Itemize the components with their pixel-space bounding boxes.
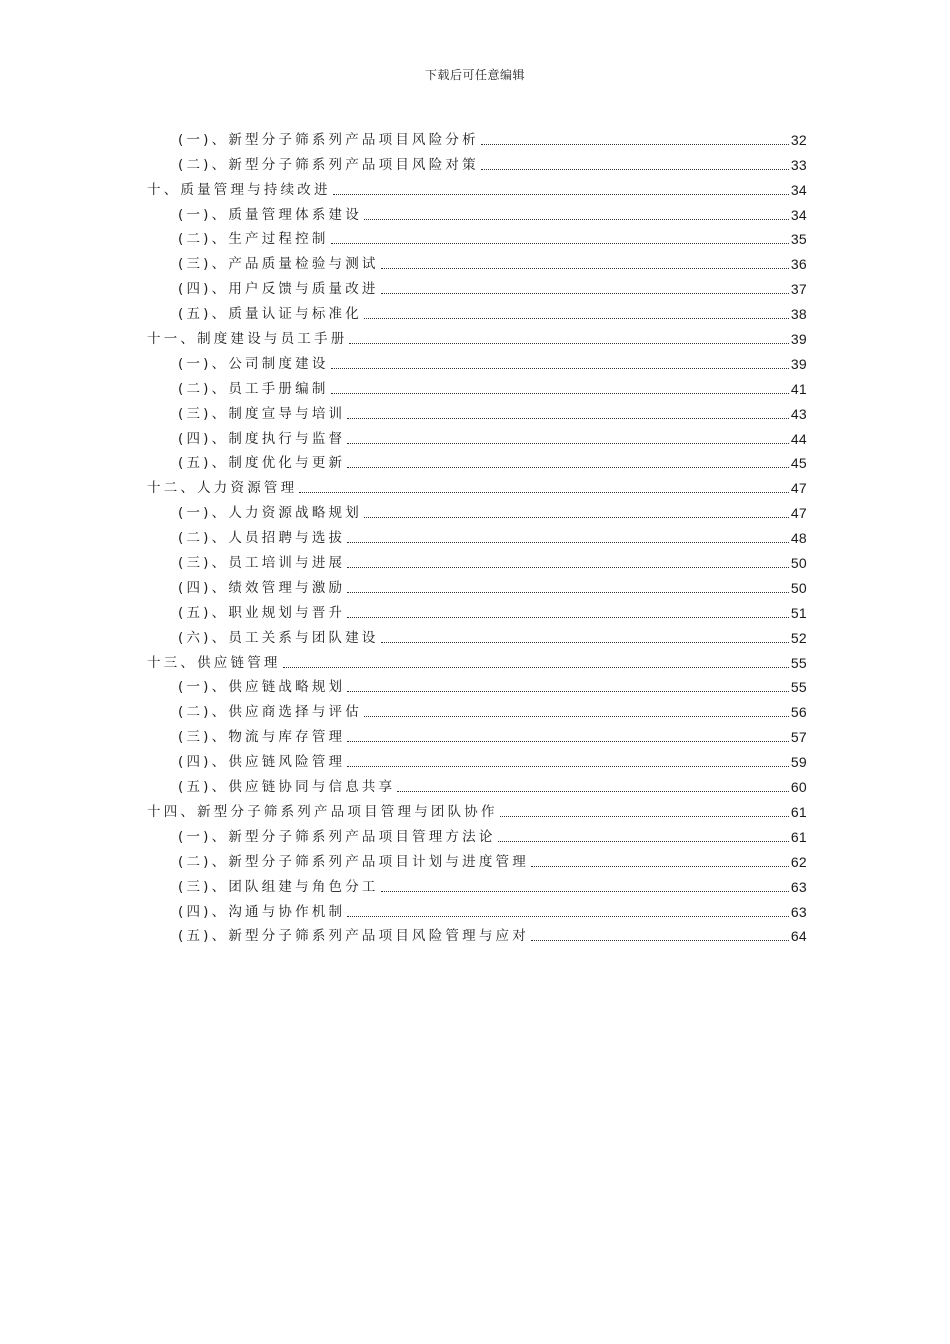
toc-entry-label: (三)、团队组建与角色分工 (178, 878, 379, 895)
toc-entry-page-number: 63 (790, 903, 807, 920)
toc-entry[interactable] (147, 672, 807, 697)
toc-leader-dots (347, 592, 789, 593)
toc-entry[interactable] (147, 273, 807, 298)
toc-entry[interactable] (147, 871, 807, 896)
toc-entry-label: (四)、供应链风险管理 (178, 754, 346, 771)
toc-entry-page-number: 47 (790, 480, 807, 497)
toc-entry-page-number: 34 (790, 206, 807, 223)
toc-leader-dots (364, 219, 789, 220)
toc-entry-label: (五)、制度优化与更新 (178, 455, 346, 472)
toc-leader-dots (381, 891, 789, 892)
toc-leader-dots (381, 293, 789, 294)
toc-entry-label: (四)、制度执行与监督 (178, 430, 346, 447)
toc-entry[interactable] (147, 846, 807, 871)
toc-entry-label: 十一、制度建设与员工手册 (147, 331, 348, 348)
toc-entry-label: (六)、员工关系与团队建设 (178, 629, 379, 646)
toc-entry[interactable] (147, 896, 807, 921)
toc-entry-label: (二)、员工手册编制 (178, 380, 329, 397)
toc-entry-page-number: 59 (790, 754, 807, 771)
toc-leader-dots (299, 492, 789, 493)
toc-leader-dots (397, 791, 788, 792)
toc-entry-page-number: 35 (790, 231, 807, 248)
toc-entry-label: (五)、新型分子筛系列产品项目风险管理与应对 (178, 928, 529, 945)
toc-entry[interactable] (147, 497, 807, 522)
toc-entry-page-number: 43 (790, 405, 807, 422)
toc-leader-dots (381, 642, 789, 643)
toc-entry-page-number: 37 (790, 281, 807, 298)
toc-entry[interactable] (147, 423, 807, 448)
toc-entry[interactable] (147, 298, 807, 323)
toc-entry-label: (二)、供应商选择与评估 (178, 704, 362, 721)
toc-entry-page-number: 39 (790, 355, 807, 372)
toc-leader-dots (347, 418, 789, 419)
toc-entry-label: (二)、生产过程控制 (178, 231, 329, 248)
toc-entry[interactable] (147, 746, 807, 771)
toc-entry-page-number: 64 (790, 928, 807, 945)
toc-leader-dots (347, 617, 789, 618)
toc-leader-dots (364, 318, 789, 319)
toc-entry-label: (一)、供应链战略规划 (178, 679, 346, 696)
toc-entry-label: (五)、质量认证与标准化 (178, 306, 362, 323)
toc-entry-label: (五)、职业规划与晋升 (178, 604, 346, 621)
toc-leader-dots (481, 144, 789, 145)
toc-entry-label: (一)、人力资源战略规划 (178, 505, 362, 522)
toc-entry-page-number: 55 (790, 654, 807, 671)
toc-entry[interactable] (147, 721, 807, 746)
toc-leader-dots (364, 716, 789, 717)
toc-entry-page-number: 63 (790, 878, 807, 895)
toc-entry-label: (一)、公司制度建设 (178, 355, 329, 372)
toc-leader-dots (531, 940, 789, 941)
toc-entry-page-number: 38 (790, 306, 807, 323)
toc-leader-dots (333, 194, 789, 195)
toc-entry-page-number: 48 (790, 530, 807, 547)
toc-leader-dots (283, 667, 789, 668)
toc-leader-dots (347, 467, 789, 468)
toc-entry[interactable] (147, 448, 807, 473)
toc-entry-label: (二)、新型分子筛系列产品项目计划与进度管理 (178, 853, 529, 870)
toc-entry[interactable] (147, 696, 807, 721)
toc-leader-dots (347, 766, 789, 767)
toc-entry-label: (三)、制度宣导与培训 (178, 405, 346, 422)
toc-entry[interactable] (147, 323, 807, 348)
toc-entry[interactable] (147, 149, 807, 174)
toc-entry-page-number: 41 (790, 380, 807, 397)
toc-entry-label: (四)、绩效管理与激励 (178, 579, 346, 596)
toc-leader-dots (331, 393, 789, 394)
toc-entry[interactable] (147, 647, 807, 672)
toc-entry-page-number: 44 (790, 430, 807, 447)
toc-leader-dots (531, 866, 789, 867)
toc-entry-page-number: 60 (790, 779, 807, 796)
toc-entry[interactable] (147, 224, 807, 249)
toc-entry-label: (二)、新型分子筛系列产品项目风险对策 (178, 156, 479, 173)
toc-leader-dots (349, 343, 788, 344)
toc-entry-label: (三)、产品质量检验与测试 (178, 256, 379, 273)
toc-entry-label: (二)、人员招聘与选拔 (178, 530, 346, 547)
toc-entry[interactable] (147, 572, 807, 597)
toc-entry-label: (四)、用户反馈与质量改进 (178, 281, 379, 298)
toc-entry-label: (一)、新型分子筛系列产品项目风险分析 (178, 131, 479, 148)
toc-entry-label: (四)、沟通与协作机制 (178, 903, 346, 920)
toc-entry[interactable] (147, 248, 807, 273)
toc-entry[interactable] (147, 373, 807, 398)
toc-leader-dots (500, 816, 789, 817)
toc-entry-label: (一)、质量管理体系建设 (178, 206, 362, 223)
toc-entry[interactable] (147, 597, 807, 622)
toc-entry-label: (三)、员工培训与进展 (178, 555, 346, 572)
toc-entry-page-number: 52 (790, 629, 807, 646)
toc-leader-dots (331, 368, 789, 369)
toc-entry-page-number: 55 (790, 679, 807, 696)
toc-entry-page-number: 34 (790, 181, 807, 198)
table-of-contents (147, 124, 807, 945)
toc-entry-page-number: 32 (790, 131, 807, 148)
toc-entry-page-number: 39 (790, 331, 807, 348)
toc-entry[interactable] (147, 771, 807, 796)
toc-entry-label: (三)、物流与库存管理 (178, 729, 346, 746)
toc-leader-dots (347, 916, 789, 917)
toc-entry[interactable] (147, 398, 807, 423)
toc-entry-page-number: 61 (790, 803, 807, 820)
toc-entry-page-number: 50 (790, 555, 807, 572)
toc-entry-page-number: 50 (790, 579, 807, 596)
toc-entry-label: 十二、人力资源管理 (147, 480, 298, 497)
toc-entry-page-number: 47 (790, 505, 807, 522)
toc-entry[interactable] (147, 472, 807, 497)
toc-leader-dots (347, 443, 789, 444)
toc-leader-dots (498, 841, 789, 842)
toc-leader-dots (381, 268, 789, 269)
toc-entry-page-number: 56 (790, 704, 807, 721)
toc-entry-label: (五)、供应链协同与信息共享 (178, 779, 396, 796)
toc-leader-dots (347, 567, 789, 568)
toc-entry[interactable] (147, 821, 807, 846)
toc-entry-page-number: 51 (790, 604, 807, 621)
toc-leader-dots (364, 517, 789, 518)
toc-leader-dots (347, 741, 789, 742)
toc-leader-dots (331, 243, 789, 244)
toc-entry-label: 十四、新型分子筛系列产品项目管理与团队协作 (147, 803, 498, 820)
toc-entry[interactable] (147, 547, 807, 572)
toc-entry-page-number: 36 (790, 256, 807, 273)
toc-entry-page-number: 61 (790, 828, 807, 845)
toc-entry[interactable] (147, 174, 807, 199)
toc-entry[interactable] (147, 124, 807, 149)
toc-entry[interactable] (147, 622, 807, 647)
toc-leader-dots (347, 691, 789, 692)
toc-entry[interactable] (147, 348, 807, 373)
toc-entry-label: 十、质量管理与持续改进 (147, 181, 331, 198)
toc-leader-dots (481, 169, 789, 170)
toc-entry[interactable] (147, 522, 807, 547)
toc-entry-page-number: 33 (790, 156, 807, 173)
toc-entry[interactable] (147, 921, 807, 946)
toc-entry[interactable] (147, 796, 807, 821)
toc-entry-label: (一)、新型分子筛系列产品项目管理方法论 (178, 828, 496, 845)
toc-entry[interactable] (147, 199, 807, 224)
toc-entry-page-number: 57 (790, 729, 807, 746)
toc-entry-page-number: 45 (790, 455, 807, 472)
toc-leader-dots (347, 542, 789, 543)
toc-entry-label: 十三、供应链管理 (147, 654, 281, 671)
header-note: 下载后可任意编辑 (424, 68, 525, 82)
toc-entry-page-number: 62 (790, 853, 807, 870)
